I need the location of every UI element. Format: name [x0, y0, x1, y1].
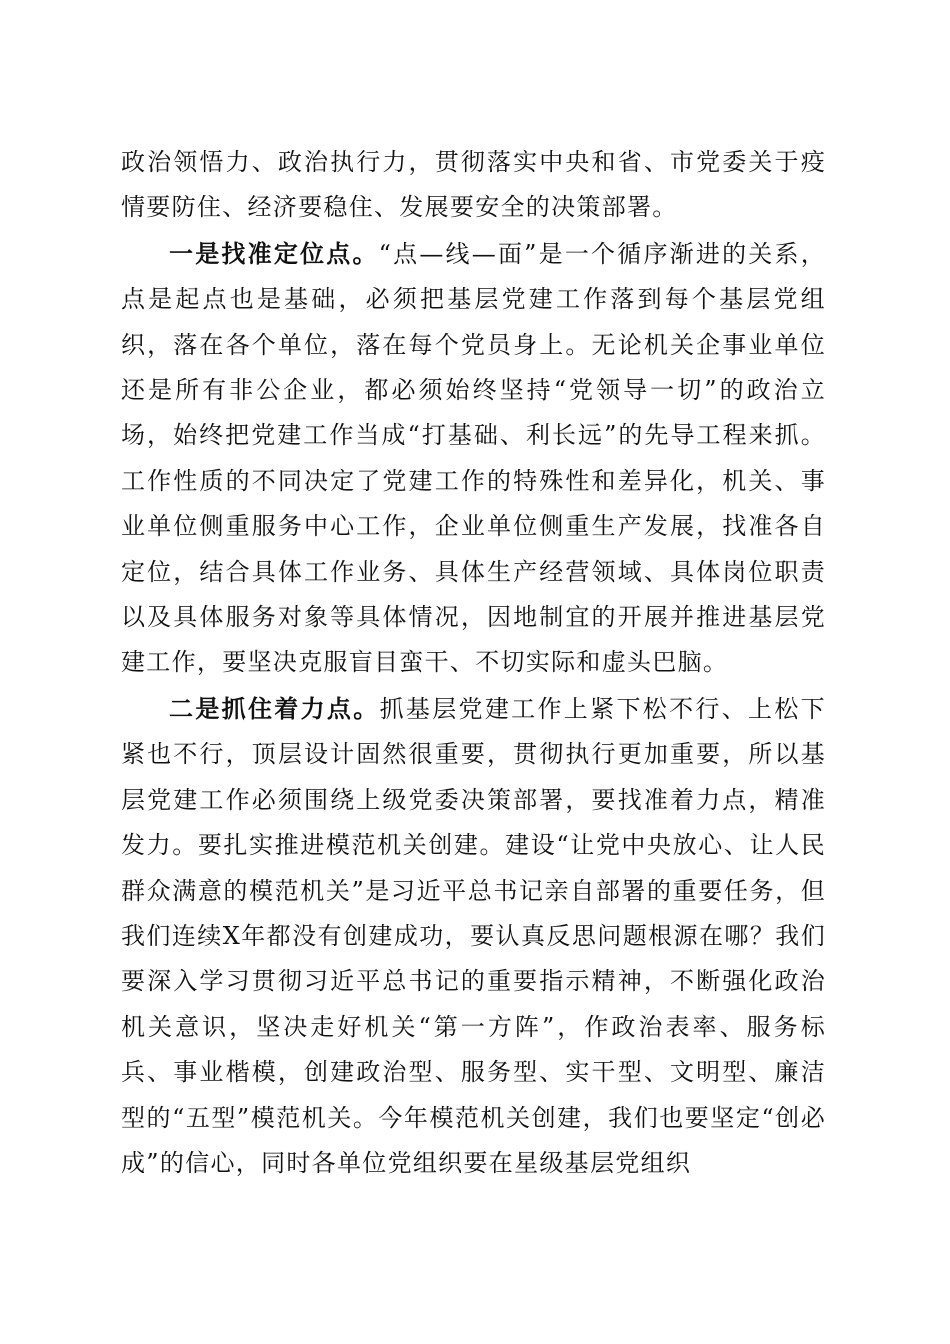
- paragraph-text: 政治领悟力、政治执行力，贯彻落实中央和省、市党委关于疫情要防住、经济要稳住、发展要安全的决策部署。: [121, 148, 826, 222]
- paragraph-focus-point: [121, 686, 826, 1186]
- paragraph-continued: [121, 140, 826, 231]
- paragraph-lead-heading: 一是找准定位点。: [169, 238, 379, 268]
- paragraph-text: 抓基层党建工作上紧下松不行、上松下紧也不行，顶层设计固然很重要，贯彻执行更加重要，所以基层党建工作必须围绕上级党委决策部署，要找准着力点，精准发力。要扎实推进模范机关创建。建设“让党中央放心、让人民群众满意的模范机关”是习近平总书记亲自部署的重要任务，但我们连续X年都没有创建成功，要认真反思问题根源在哪？我们要深入学习贯彻习近平总书记的重要指示精神，不断强化政治机关意识，坚决走好机关“第一方阵”，作政治表率、服务标兵、事业楷模，创建政治型、服务型、实干型、文明型、廉洁型的“五型”模范机关。今年模范机关创建，我们也要坚定“创必成”的信心，同时各单位党组织要在星级基层党组织: [121, 694, 826, 1177]
- paragraph-lead-heading: 二是抓住着力点。: [169, 693, 380, 723]
- paragraph-text: “点—线—面”是一个循序渐进的关系，点是起点也是基础，必须把基层党建工作落到每个基层党组织，落在各个单位，落在每个党员身上。无论机关企事业单位还是所有非公企业，都必须始终坚持“党领导一切”的政治立场，始终把党建工作当成“打基础、利长远”的先导工程来抓。工作性质的不同决定了党建工作的特殊性和差异化，机关、事业单位侧重服务中心工作，企业单位侧重生产发展，找准各自定位，结合具体工作业务、具体生产经营领域、具体岗位职责以及具体服务对象等具体情况，因地制宜的开展并推进基层党建工作，要坚决克服盲目蛮干、不切实际和虚头巴脑。: [121, 239, 826, 677]
- document-body: [121, 140, 826, 1186]
- paragraph-positioning-point: [121, 231, 826, 686]
